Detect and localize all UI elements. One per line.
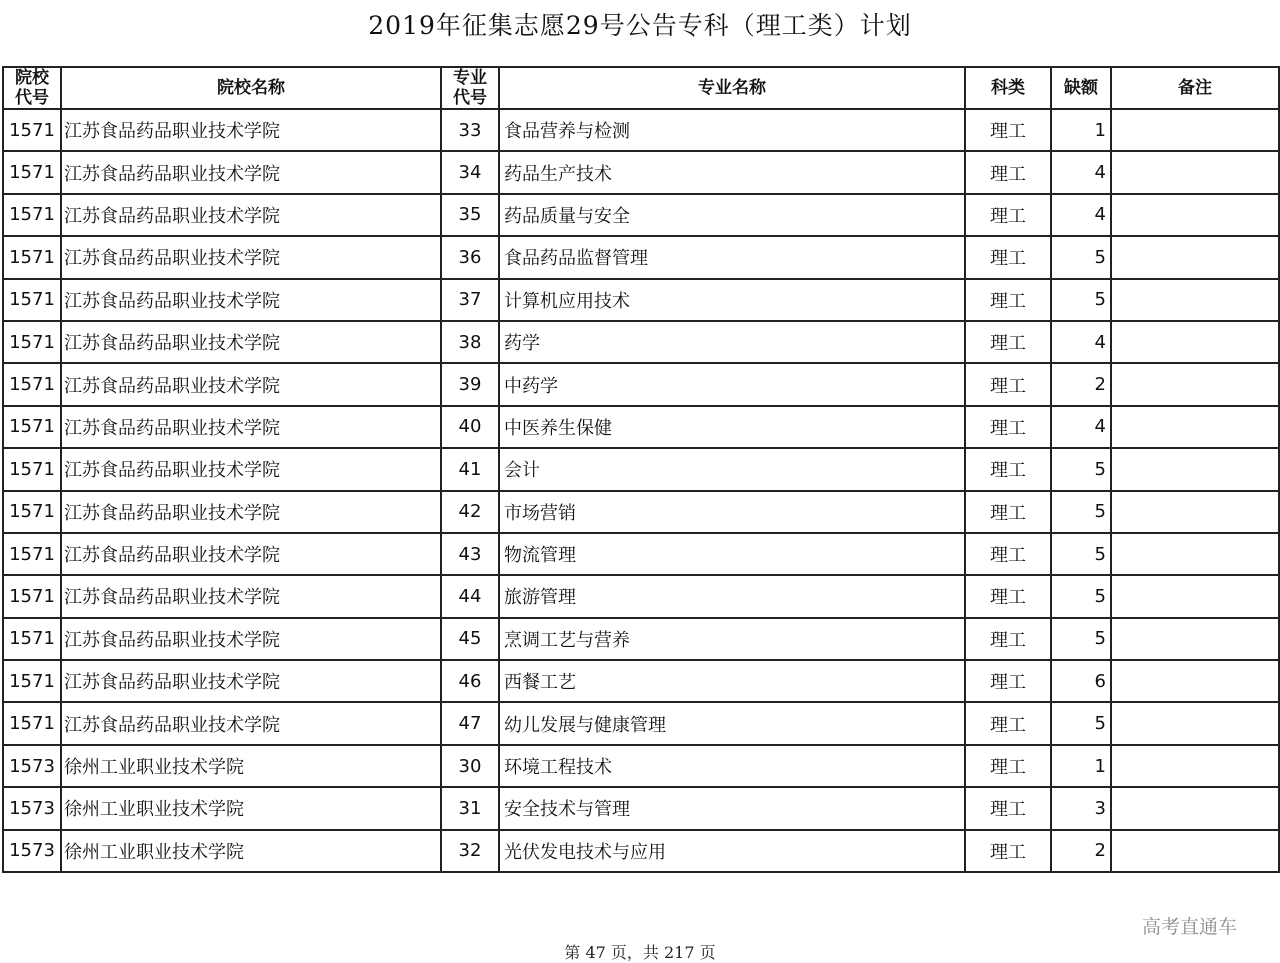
cell-major-name: 药学 [499,321,965,363]
cell-school-code: 1571 [3,109,61,151]
cell-note [1111,618,1279,660]
table-row [3,575,1279,617]
cell-school-name: 江苏食品药品职业技术学院 [61,575,441,617]
cell-note [1111,194,1279,236]
cell-major-code: 35 [441,194,499,236]
cell-school-name: 江苏食品药品职业技术学院 [61,533,441,575]
cell-major-code: 38 [441,321,499,363]
header-major-code-line2: 代号 [453,88,487,108]
header-major-code [441,67,499,109]
cell-major-name: 环境工程技术 [499,745,965,787]
cell-major-code: 47 [441,702,499,744]
cell-school-code: 1571 [3,194,61,236]
header-school-code-line2: 代号 [15,88,49,108]
cell-quota: 4 [1051,194,1111,236]
cell-category: 理工 [965,660,1051,702]
cell-school-code: 1573 [3,830,61,872]
cell-category: 理工 [965,151,1051,193]
cell-category: 理工 [965,491,1051,533]
cell-school-name: 徐州工业职业技术学院 [61,787,441,829]
cell-major-code: 44 [441,575,499,617]
enrollment-plan-table [2,66,1280,873]
cell-major-name: 旅游管理 [499,575,965,617]
cell-quota: 2 [1051,830,1111,872]
cell-category: 理工 [965,575,1051,617]
cell-note [1111,109,1279,151]
table-row [3,448,1279,490]
cell-school-name: 江苏食品药品职业技术学院 [61,491,441,533]
cell-school-name: 江苏食品药品职业技术学院 [61,702,441,744]
cell-school-name: 江苏食品药品职业技术学院 [61,363,441,405]
cell-school-name: 江苏食品药品职业技术学院 [61,406,441,448]
cell-quota: 2 [1051,363,1111,405]
cell-major-code: 33 [441,109,499,151]
cell-category: 理工 [965,321,1051,363]
cell-major-code: 40 [441,406,499,448]
header-note: 备注 [1111,67,1279,109]
table-row [3,660,1279,702]
cell-major-name: 计算机应用技术 [499,279,965,321]
header-major-name: 专业名称 [499,67,965,109]
cell-school-name: 徐州工业职业技术学院 [61,830,441,872]
cell-note [1111,151,1279,193]
cell-category: 理工 [965,702,1051,744]
cell-school-name: 江苏食品药品职业技术学院 [61,194,441,236]
cell-major-name: 食品药品监督管理 [499,236,965,278]
cell-school-code: 1571 [3,618,61,660]
table-row [3,151,1279,193]
table-row [3,406,1279,448]
cell-note [1111,830,1279,872]
cell-major-code: 36 [441,236,499,278]
cell-quota: 6 [1051,660,1111,702]
header-quota: 缺额 [1051,67,1111,109]
cell-school-code: 1571 [3,448,61,490]
cell-note [1111,236,1279,278]
cell-category: 理工 [965,787,1051,829]
cell-school-code: 1571 [3,702,61,744]
cell-major-code: 32 [441,830,499,872]
cell-major-code: 42 [441,491,499,533]
table-row [3,491,1279,533]
table-row [3,702,1279,744]
cell-category: 理工 [965,236,1051,278]
cell-major-code: 43 [441,533,499,575]
cell-school-code: 1571 [3,660,61,702]
cell-major-code: 30 [441,745,499,787]
header-category: 科类 [965,67,1051,109]
cell-note [1111,660,1279,702]
cell-school-name: 江苏食品药品职业技术学院 [61,151,441,193]
cell-major-name: 中医养生保健 [499,406,965,448]
table-row [3,745,1279,787]
cell-major-name: 中药学 [499,363,965,405]
table-row [3,321,1279,363]
cell-note [1111,448,1279,490]
cell-major-name: 药品生产技术 [499,151,965,193]
table-row [3,618,1279,660]
cell-school-code: 1571 [3,575,61,617]
cell-note [1111,787,1279,829]
cell-category: 理工 [965,745,1051,787]
cell-note [1111,321,1279,363]
cell-major-code: 39 [441,363,499,405]
cell-major-name: 食品营养与检测 [499,109,965,151]
header-school-name: 院校名称 [61,67,441,109]
cell-category: 理工 [965,618,1051,660]
cell-category: 理工 [965,448,1051,490]
table-row [3,533,1279,575]
cell-category: 理工 [965,194,1051,236]
cell-school-name: 江苏食品药品职业技术学院 [61,279,441,321]
cell-school-code: 1573 [3,745,61,787]
table-header-row [3,67,1279,109]
cell-major-name: 会计 [499,448,965,490]
cell-school-name: 江苏食品药品职业技术学院 [61,109,441,151]
cell-note [1111,702,1279,744]
table-row [3,787,1279,829]
table-row [3,109,1279,151]
cell-school-code: 1571 [3,406,61,448]
cell-school-code: 1571 [3,533,61,575]
cell-school-code: 1571 [3,236,61,278]
cell-school-code: 1571 [3,279,61,321]
cell-quota: 5 [1051,618,1111,660]
cell-category: 理工 [965,533,1051,575]
cell-note [1111,363,1279,405]
cell-note [1111,491,1279,533]
cell-major-code: 37 [441,279,499,321]
cell-quota: 5 [1051,575,1111,617]
cell-school-code: 1571 [3,321,61,363]
cell-major-code: 31 [441,787,499,829]
cell-note [1111,406,1279,448]
table-row [3,194,1279,236]
cell-quota: 1 [1051,745,1111,787]
cell-school-name: 江苏食品药品职业技术学院 [61,618,441,660]
table-row [3,830,1279,872]
cell-major-name: 药品质量与安全 [499,194,965,236]
cell-note [1111,745,1279,787]
cell-quota: 4 [1051,151,1111,193]
cell-school-code: 1571 [3,363,61,405]
cell-major-name: 幼儿发展与健康管理 [499,702,965,744]
cell-quota: 5 [1051,702,1111,744]
table-row [3,363,1279,405]
page-title: 2019年征集志愿29号公告专科（理工类）计划 [368,11,912,40]
cell-major-code: 34 [441,151,499,193]
cell-school-name: 江苏食品药品职业技术学院 [61,660,441,702]
cell-quota: 5 [1051,448,1111,490]
header-school-code-line1: 院校 [15,68,49,88]
cell-quota: 3 [1051,787,1111,829]
cell-major-code: 41 [441,448,499,490]
watermark: 高考直通车 [1142,916,1238,938]
cell-major-name: 烹调工艺与营养 [499,618,965,660]
cell-quota: 5 [1051,279,1111,321]
cell-major-name: 西餐工艺 [499,660,965,702]
cell-quota: 5 [1051,491,1111,533]
cell-note [1111,279,1279,321]
cell-category: 理工 [965,406,1051,448]
cell-school-name: 江苏食品药品职业技术学院 [61,321,441,363]
cell-quota: 5 [1051,236,1111,278]
header-major-code-line1: 专业 [453,68,487,88]
table-row [3,279,1279,321]
cell-quota: 4 [1051,321,1111,363]
cell-category: 理工 [965,830,1051,872]
page-footer: 第 47 页，共 217 页 [564,943,716,962]
cell-major-name: 物流管理 [499,533,965,575]
cell-school-name: 江苏食品药品职业技术学院 [61,448,441,490]
cell-school-name: 徐州工业职业技术学院 [61,745,441,787]
header-school-code [3,67,61,109]
cell-note [1111,533,1279,575]
cell-major-name: 安全技术与管理 [499,787,965,829]
cell-school-code: 1571 [3,151,61,193]
cell-school-code: 1573 [3,787,61,829]
cell-quota: 5 [1051,533,1111,575]
cell-major-code: 45 [441,618,499,660]
table-row [3,236,1279,278]
cell-category: 理工 [965,279,1051,321]
cell-major-name: 市场营销 [499,491,965,533]
cell-school-name: 江苏食品药品职业技术学院 [61,236,441,278]
cell-category: 理工 [965,363,1051,405]
cell-major-name: 光伏发电技术与应用 [499,830,965,872]
cell-note [1111,575,1279,617]
cell-category: 理工 [965,109,1051,151]
cell-quota: 4 [1051,406,1111,448]
cell-major-code: 46 [441,660,499,702]
cell-quota: 1 [1051,109,1111,151]
cell-school-code: 1571 [3,491,61,533]
